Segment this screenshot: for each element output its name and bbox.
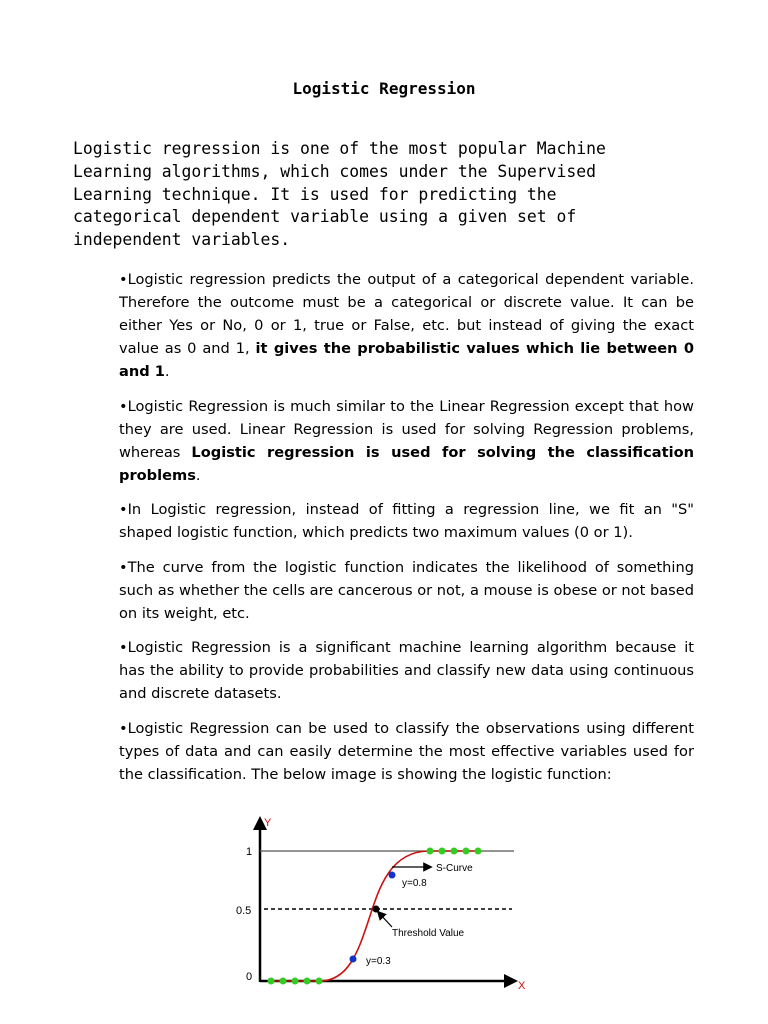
green-point [292, 978, 299, 985]
green-point [427, 848, 434, 855]
y-tick-0: 0 [246, 971, 253, 983]
bullet-tail: . [195, 466, 201, 484]
threshold-arrow [380, 914, 392, 927]
y-axis-label: Y [264, 817, 272, 829]
green-point [451, 848, 458, 855]
green-point [316, 978, 323, 985]
bullet-paragraph [119, 556, 694, 625]
blue-point-upper [389, 872, 396, 879]
bullet-text: •Logistic Regression is much similar to the Linear Regression except that how they are used. Linear Regression is used for solving Regression problems, whereas [119, 397, 694, 461]
y-tick-1: 1 [246, 846, 253, 858]
green-point [304, 978, 311, 985]
intro-paragraph: Logistic regression is one of the most popular Machine Learning algorithms, which comes under the Supervised Learning technique. It is used for predicting the categorical dependent variable using a given set of independent variables. [73, 139, 606, 250]
green-point [439, 848, 446, 855]
threshold-point [373, 906, 380, 913]
bullet-paragraph [119, 636, 694, 705]
green-point [268, 978, 275, 985]
logistic-function-diagram [228, 812, 538, 998]
bullet-tail: . [164, 363, 170, 380]
x-axis-arrowhead [504, 974, 518, 988]
bullet-paragraph [119, 268, 694, 383]
bullet-paragraph [119, 717, 694, 786]
green-point [475, 848, 482, 855]
bullet-text: •Logistic Regression can be used to classify the observations using different types of data and can easily determine the most effective variables used for the classification. The below image is showing the logistic function: [119, 719, 694, 783]
threshold-label: Threshold Value [392, 928, 465, 939]
bullet-bold-text: Logistic regression is used for solving the classification problems [119, 443, 694, 484]
bullet-paragraph [119, 395, 694, 487]
bullet-list [119, 268, 694, 797]
bullet-text: •In Logistic regression, instead of fitting a regression line, we fit an "S" shaped logistic function, which predicts two maximum values (0 or 1). [119, 501, 694, 541]
green-point [280, 978, 287, 985]
x-axis-label: X [518, 980, 526, 992]
y-tick-half: 0.5 [236, 905, 252, 917]
page-title: Logistic Regression [292, 79, 476, 98]
green-point [463, 848, 470, 855]
bullet-text: •Logistic regression predicts the output of a categorical dependent variable. Therefore the outcome must be a categorical or discrete value. It can be either Yes or No, 0 or 1, true or False, etc. but instead of giving the exact value as 0 and 1, [119, 271, 694, 357]
bullet-paragraph [119, 498, 694, 544]
logistic-function-figure [228, 812, 538, 998]
bullet-text: •The curve from the logistic function indicates the likelihood of something such as whether the cells are cancerous or not, a mouse is obese or not based on its weight, etc. [119, 558, 694, 622]
point-upper-label: y=0.8 [402, 878, 427, 889]
bullet-text: •Logistic Regression is a significant machine learning algorithm because it has the ability to provide probabilities and classify new data using continuous and discrete datasets. [119, 639, 694, 702]
point-lower-label: y=0.3 [366, 956, 391, 967]
bullet-bold-text: it gives the probabilistic values which lie between 0 and 1 [119, 340, 694, 380]
blue-point-lower [350, 956, 357, 963]
s-curve-label: S-Curve [436, 863, 473, 874]
